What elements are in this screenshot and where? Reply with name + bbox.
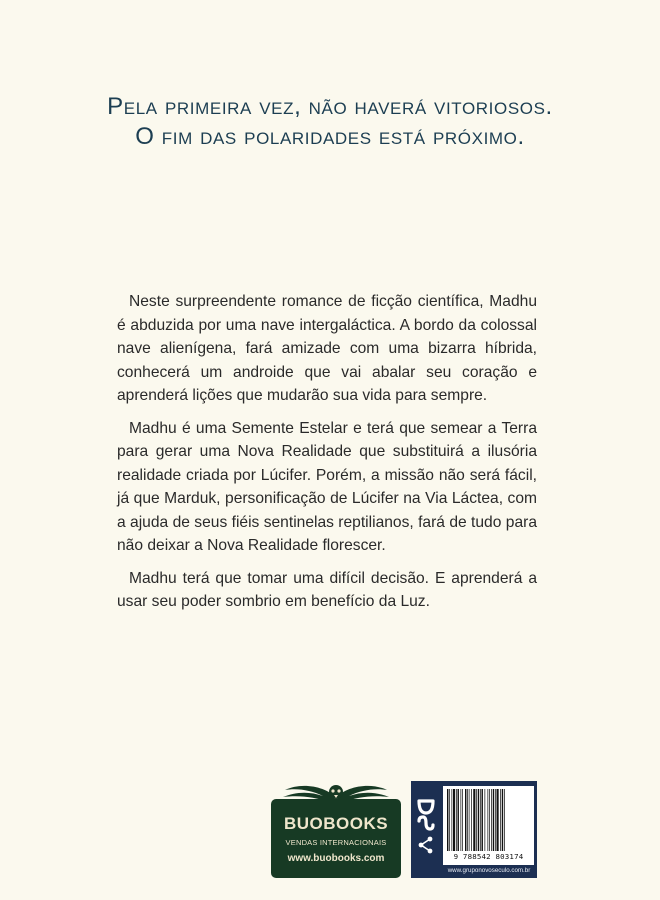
badge-box: [271, 799, 401, 878]
badge-brand: BUOBOOKS: [283, 814, 389, 833]
headline-line-2: O fim das polaridades está próximo.: [135, 123, 525, 150]
publisher-url: www.gruponovoseculo.com.br: [447, 867, 531, 874]
barcode-bar: [473, 789, 475, 851]
barcode-bar: [456, 789, 457, 851]
isbn-digits: 9 788542 803174: [453, 852, 524, 861]
headline: [0, 92, 660, 152]
synopsis: [117, 290, 537, 623]
barcode-bar: [467, 789, 468, 851]
barcode-bar: [488, 789, 489, 851]
barcode-bar: [504, 789, 505, 851]
barcode-bar: [493, 789, 494, 851]
barcode-bar: [449, 789, 450, 851]
barcode-bar: [491, 789, 492, 851]
barcode-icon: [446, 789, 531, 851]
badge-url: www.buobooks.com: [287, 853, 385, 864]
barcode-bar: [500, 789, 501, 851]
barcode-bar: [480, 789, 481, 851]
barcode-bar: [447, 789, 448, 851]
synopsis-paragraph-3: Madhu terá que tomar uma difícil decisão. E aprenderá a usar seu poder sombrio em benefício da Luz.: [117, 569, 537, 610]
barcode-bar: [502, 789, 503, 851]
barcode-bar: [482, 789, 483, 851]
badge-subtitle: VENDAS INTERNACIONAIS: [285, 838, 387, 847]
barcode-bar: [471, 789, 472, 851]
barcode-bar: [489, 789, 490, 851]
barcode-bar: [453, 789, 455, 851]
barcode-bar: [495, 789, 496, 851]
ns-logo-icon: [414, 793, 438, 871]
synopsis-paragraph-2: Madhu é uma Semente Estelar e terá que semear a Terra para gerar uma Nova Realidade que substituirá a ilusória realidade criada por Lúcifer. Porém, a missão não será fácil, já que Marduk, personificação de Lúcifer na Via Láctea, com a ajuda de seus fiéis sentinelas reptilianos, fará de tudo para não deixar a Nova Realidade florescer.: [117, 419, 537, 554]
barcode-bar: [497, 789, 499, 851]
barcode-bar: [476, 789, 477, 851]
barcode-bar: [469, 789, 470, 851]
buobooks-badge: [271, 780, 401, 878]
barcode-bar: [478, 789, 479, 851]
barcode-bar: [461, 789, 462, 851]
barcode-block: [411, 781, 537, 878]
barcode-bar: [485, 789, 486, 851]
barcode-bar: [465, 789, 466, 851]
barcode-bar: [452, 789, 453, 851]
barcode-bar: [462, 789, 463, 851]
barcode-bar: [458, 789, 459, 851]
headline-line-1: Pela primeira vez, não haverá vitoriosos.: [107, 93, 553, 120]
barcode-card: [443, 786, 534, 865]
synopsis-paragraph-1: Neste surpreendente romance de ficção científica, Madhu é abduzida por uma nave intergaláctica. A bordo da colossal nave alienígena, fará amizade com uma bizarra híbrida, conhecerá um androide que vai abalar seu coração e aprenderá lições que mudarão sua vida para sempre.: [117, 293, 537, 404]
